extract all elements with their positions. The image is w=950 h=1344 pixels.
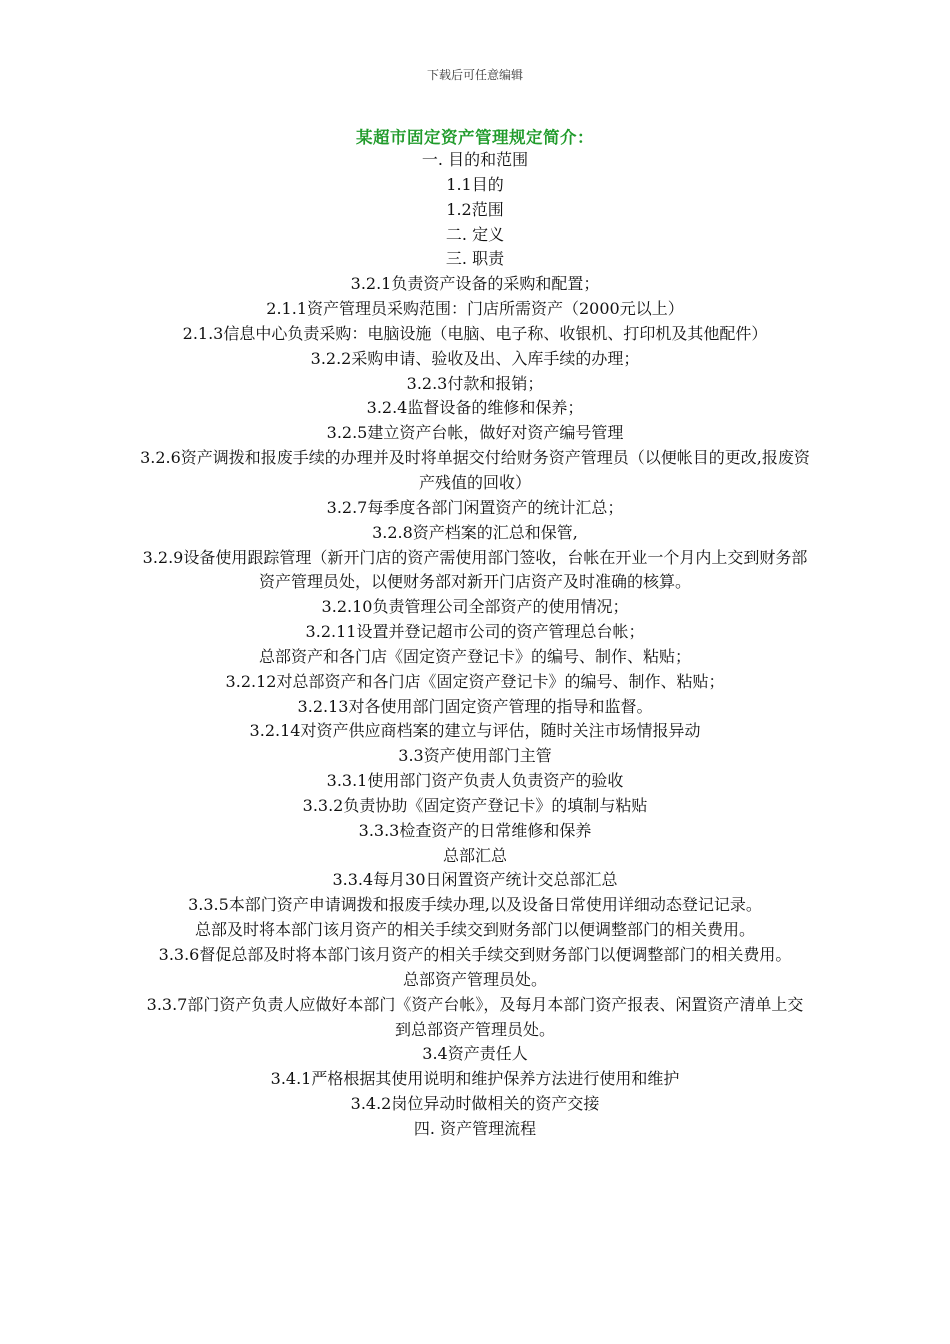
section-heading: 四. 资产管理流程 xyxy=(413,1118,537,1138)
paragraph-line: 3.2.5建立资产台帐，做好对资产编号管理 xyxy=(326,423,624,443)
document-body xyxy=(140,148,810,1142)
paragraph-line: 3.2.7每季度各部门闲置资产的统计汇总； xyxy=(326,497,624,517)
paragraph-line: 3.3.5本部门资产申请调拨和报废手续办理,以及设备日常使用详细动态登记记录。 xyxy=(188,895,762,915)
document-title: 某超市固定资产管理规定简介： xyxy=(356,128,594,147)
paragraph-line: 2.1.3信息中心负责采购：电脑设施（电脑、电子称、收银机、打印机及其他配件） xyxy=(182,323,768,343)
paragraph-line: 1.2范围 xyxy=(446,199,504,219)
paragraph-line: 3.3.2负责协助《固定资产登记卡》的填制与粘贴 xyxy=(302,795,648,815)
paragraph-line: 3.4.1严格根据其使用说明和维护保养方法进行使用和维护 xyxy=(270,1069,680,1089)
paragraph-line: 3.2.10负责管理公司全部资产的使用情况； xyxy=(321,597,629,617)
paragraph-line: 3.2.2采购申请、验收及出、入库手续的办理； xyxy=(310,348,640,368)
paragraph-line: 3.2.13对各使用部门固定资产管理的指导和监督。 xyxy=(297,696,653,716)
section-heading: 二. 定义 xyxy=(445,224,505,244)
paragraph-line: 3.3.3检查资产的日常维修和保养 xyxy=(358,820,592,840)
paragraph-line: 总部资产管理员处。 xyxy=(402,969,547,989)
paragraph-line: 3.4.2岗位异动时做相关的资产交接 xyxy=(350,1094,600,1114)
paragraph-line: 3.2.11设置并登记超市公司的资产管理总台帐； xyxy=(305,622,645,642)
paragraph-line: 3.2.6资产调拨和报废手续的办理并及时将单据交付给财务资产管理员（以便帐目的更改,报废资产残值的回收） xyxy=(140,448,810,492)
paragraph-line: 3.2.14对资产供应商档案的建立与评估，随时关注市场情报异动 xyxy=(249,721,701,741)
paragraph-line: 总部及时将本部门该月资产的相关手续交到财务部门以便调整部门的相关费用。 xyxy=(194,920,755,940)
paragraph-line: 3.2.8资产档案的汇总和保管, xyxy=(372,522,578,542)
section-heading: 一. 目的和范围 xyxy=(421,150,529,169)
paragraph-line: 3.3.4每月30日闲置资产统计交总部汇总 xyxy=(332,870,618,890)
paragraph-line: 总部汇总 xyxy=(442,845,507,865)
paragraph-line: 2.1.1资产管理员采购范围：门店所需资产（2000元以上） xyxy=(266,299,684,319)
paragraph-line: 1.1目的 xyxy=(446,174,504,194)
paragraph-line: 3.2.1负责资产设备的采购和配置； xyxy=(350,274,600,294)
paragraph-line: 3.2.9设备使用跟踪管理（新开门店的资产需使用部门签收，台帐在开业一个月内上交到财务部资产管理员处，以便财务部对新开门店资产及时准确的核算。 xyxy=(142,547,808,592)
paragraph-line: 总部资产和各门店《固定资产登记卡》的编号、制作、粘贴； xyxy=(258,646,691,666)
paragraph-line: 3.4资产责任人 xyxy=(422,1044,528,1064)
paragraph-line: 3.3资产使用部门主管 xyxy=(398,746,552,766)
paragraph-line: 3.2.3付款和报销； xyxy=(406,373,544,393)
paragraph-line: 3.2.4监督设备的维修和保养； xyxy=(366,398,584,418)
section-heading: 三. 职责 xyxy=(445,249,505,269)
paragraph-line: 3.3.7部门资产负责人应做好本部门《资产台帐》，及每月本部门资产报表、闲置资产清单上交到总部资产管理员处。 xyxy=(146,994,804,1039)
paragraph-line: 3.3.1使用部门资产负责人负责资产的验收 xyxy=(326,771,624,791)
paragraph-line: 3.3.6督促总部及时将本部门该月资产的相关手续交到财务部门以便调整部门的相关费用。 xyxy=(158,945,792,964)
page-header: 下载后可任意编辑 xyxy=(426,68,523,82)
paragraph-line: 3.2.12对总部资产和各门店《固定资产登记卡》的编号、制作、粘贴； xyxy=(225,671,725,691)
